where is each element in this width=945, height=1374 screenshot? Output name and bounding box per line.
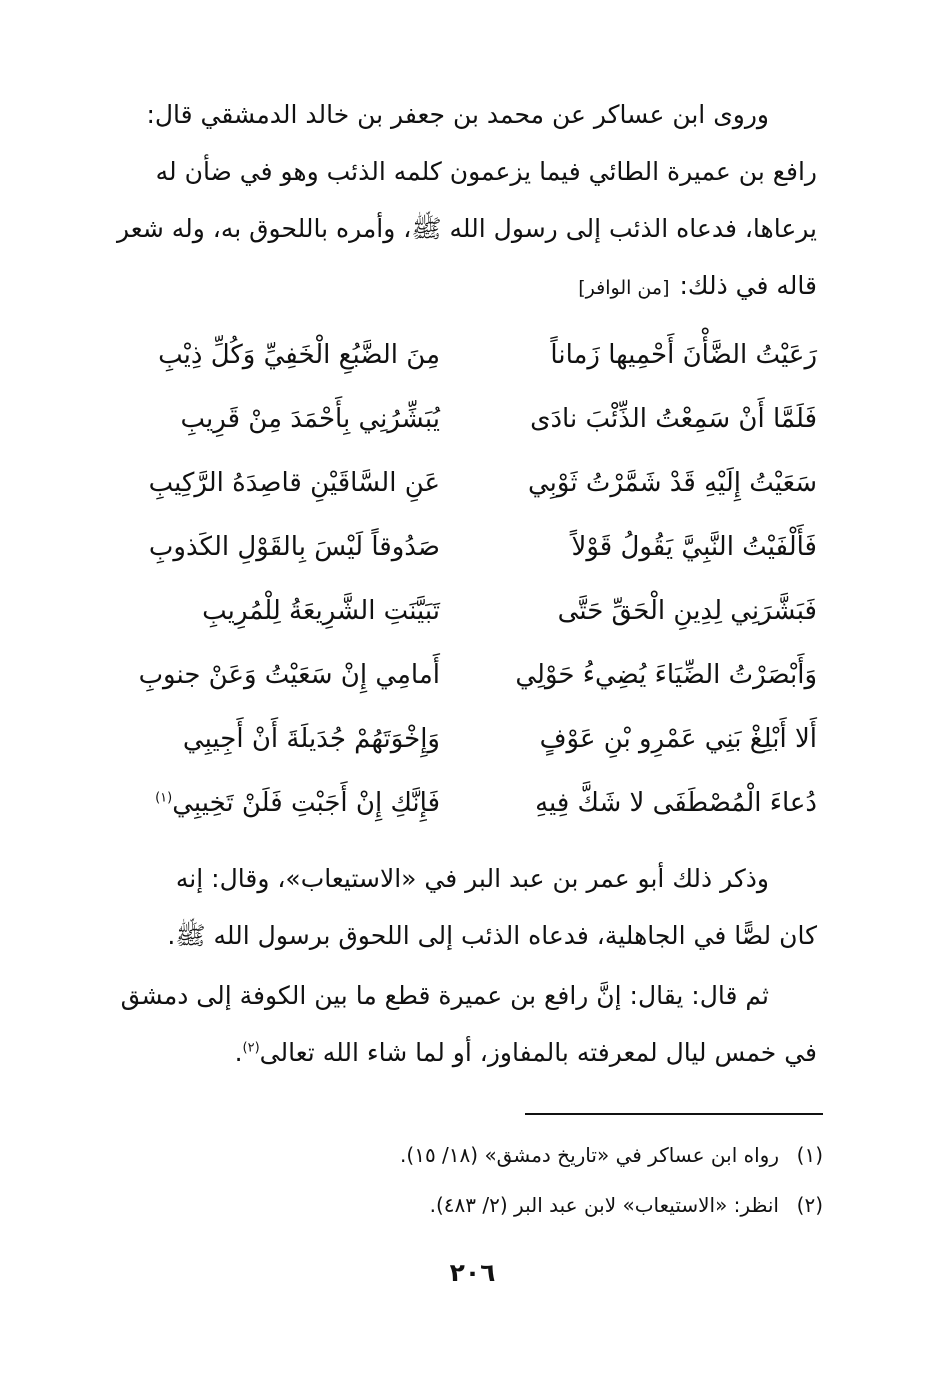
first-hemistich: سَعَيْتُ إِلَيْهِ قَدْ شَمَّرْتُ ثَوْبِي: [528, 468, 817, 498]
intro-paragraph: [105, 86, 817, 317]
intro-line: رافع بن عميرة الطائي فيما يزعمون كلمه الذئب وهو في ضأن له: [155, 157, 817, 186]
after-paragraph-2: [105, 967, 817, 1081]
after-line: [105, 1024, 817, 1081]
second-hemistich-text: فَإِنَّكِ إِنْ أَجَبْتِ فَلَنْ تَخِيبِي: [172, 788, 440, 818]
first-hemistich: وَأَبْصَرْتُ الضِّيَاءَ يُضِيءُ حَوْلِي: [515, 660, 817, 690]
poem-verse: [105, 581, 817, 641]
footnote-number: (٢): [796, 1193, 823, 1217]
after-line: ثم قال: يقال: إنَّ رافع بن عميرة قطع ما بين الكوفة إلى دمشق: [120, 981, 769, 1010]
after-paragraph-1: [105, 850, 817, 964]
intro-line: [105, 257, 817, 317]
poem: [105, 325, 817, 835]
first-hemistich: دُعاءَ الْمُصْطَفَى لا شَكَّ فِيهِ: [535, 788, 817, 818]
first-hemistich: فَلَمَّا أَنْ سَمِعْتُ الذِّئْبَ نادَى: [530, 404, 817, 434]
second-hemistich: تَبَيَّنَتِ الشَّرِيعَةُ لِلْمُرِيبِ: [202, 596, 440, 626]
intro-line: يرعاها، فدعاه الذئب إلى رسول الله ﷺ، وأمره باللحوق به، وله شعر: [116, 214, 817, 243]
second-hemistich: [105, 773, 440, 833]
footnote: [123, 1180, 823, 1230]
poem-verse: [105, 709, 817, 769]
poem-verse: [105, 389, 817, 449]
second-hemistich: مِنَ الضَّبُعِ الْخَفِيِّ وَكُلِّ ذِيْبِ: [158, 340, 440, 370]
poem-verse: [105, 645, 817, 705]
intro-line-text: قاله في ذلك:: [679, 271, 817, 300]
meter-label: [من الوافر]: [578, 277, 670, 299]
footnote-text: رواه ابن عساكر في «تاريخ دمشق» (١٨/ ١٥).: [400, 1143, 779, 1167]
first-hemistich: رَعَيْتُ الضَّأْنَ أَحْمِيها زَماناً: [550, 340, 817, 370]
after-line-end: .: [234, 1038, 243, 1067]
after-line: وذكر ذلك أبو عمر بن عبد البر في «الاستيعاب»، وقال: إنه: [175, 864, 769, 893]
footnote-ref: (٢): [242, 1040, 260, 1056]
intro-line: وروى ابن عساكر عن محمد بن جعفر بن خالد الدمشقي قال:: [146, 100, 769, 129]
after-line-text: في خمس ليال لمعرفته بالمفاوز، أو لما شاء الله تعالى: [259, 1038, 817, 1067]
first-hemistich: أَلا أَبْلِغْ بَنِي عَمْرِو بْنِ عَوْفٍ: [539, 724, 817, 754]
footnote-text: انظر: «الاستيعاب» لابن عبد البر (٢/ ٤٨٣).: [429, 1193, 779, 1217]
footnote: [123, 1130, 823, 1180]
poem-verse: [105, 325, 817, 385]
footnotes: [123, 1130, 823, 1230]
poem-verse: [105, 517, 817, 577]
poem-verse: [105, 773, 817, 833]
footnote-number: (١): [796, 1143, 823, 1167]
after-line: كان لصًّا في الجاهلية، فدعاه الذئب إلى اللحوق برسول الله ﷺ.: [167, 921, 817, 950]
poem-verse: [105, 453, 817, 513]
second-hemistich: وَإِخْوَتَهُمْ جُدَيلَةَ أَنْ أَجِيبِي: [182, 724, 440, 754]
footnote-divider: [525, 1113, 823, 1115]
first-hemistich: فَبَشَّرَنِي لِدِينِ الْحَقِّ حَتَّى: [557, 596, 817, 626]
page-number: ٢٠٦: [449, 1258, 496, 1287]
second-hemistich: عَنِ السَّاقَيْنِ قاصِدَهُ الرَّكِيبِ: [148, 468, 440, 498]
footnote-ref: (١): [155, 790, 173, 806]
first-hemistich: فَأَلْفَيْتُ النَّبِيَّ يَقُولُ قَوْلاً: [571, 532, 817, 562]
second-hemistich: أَمامِي إِنْ سَعَيْتُ وَعَنْ جنوبِ: [138, 660, 440, 690]
second-hemistich: يُبَشِّرُنِي بِأَحْمَدَ مِنْ قَرِيبِ: [180, 404, 440, 434]
second-hemistich: صَدُوقاً لَيْسَ بِالقَوْلِ الكَذوبِ: [148, 532, 440, 562]
